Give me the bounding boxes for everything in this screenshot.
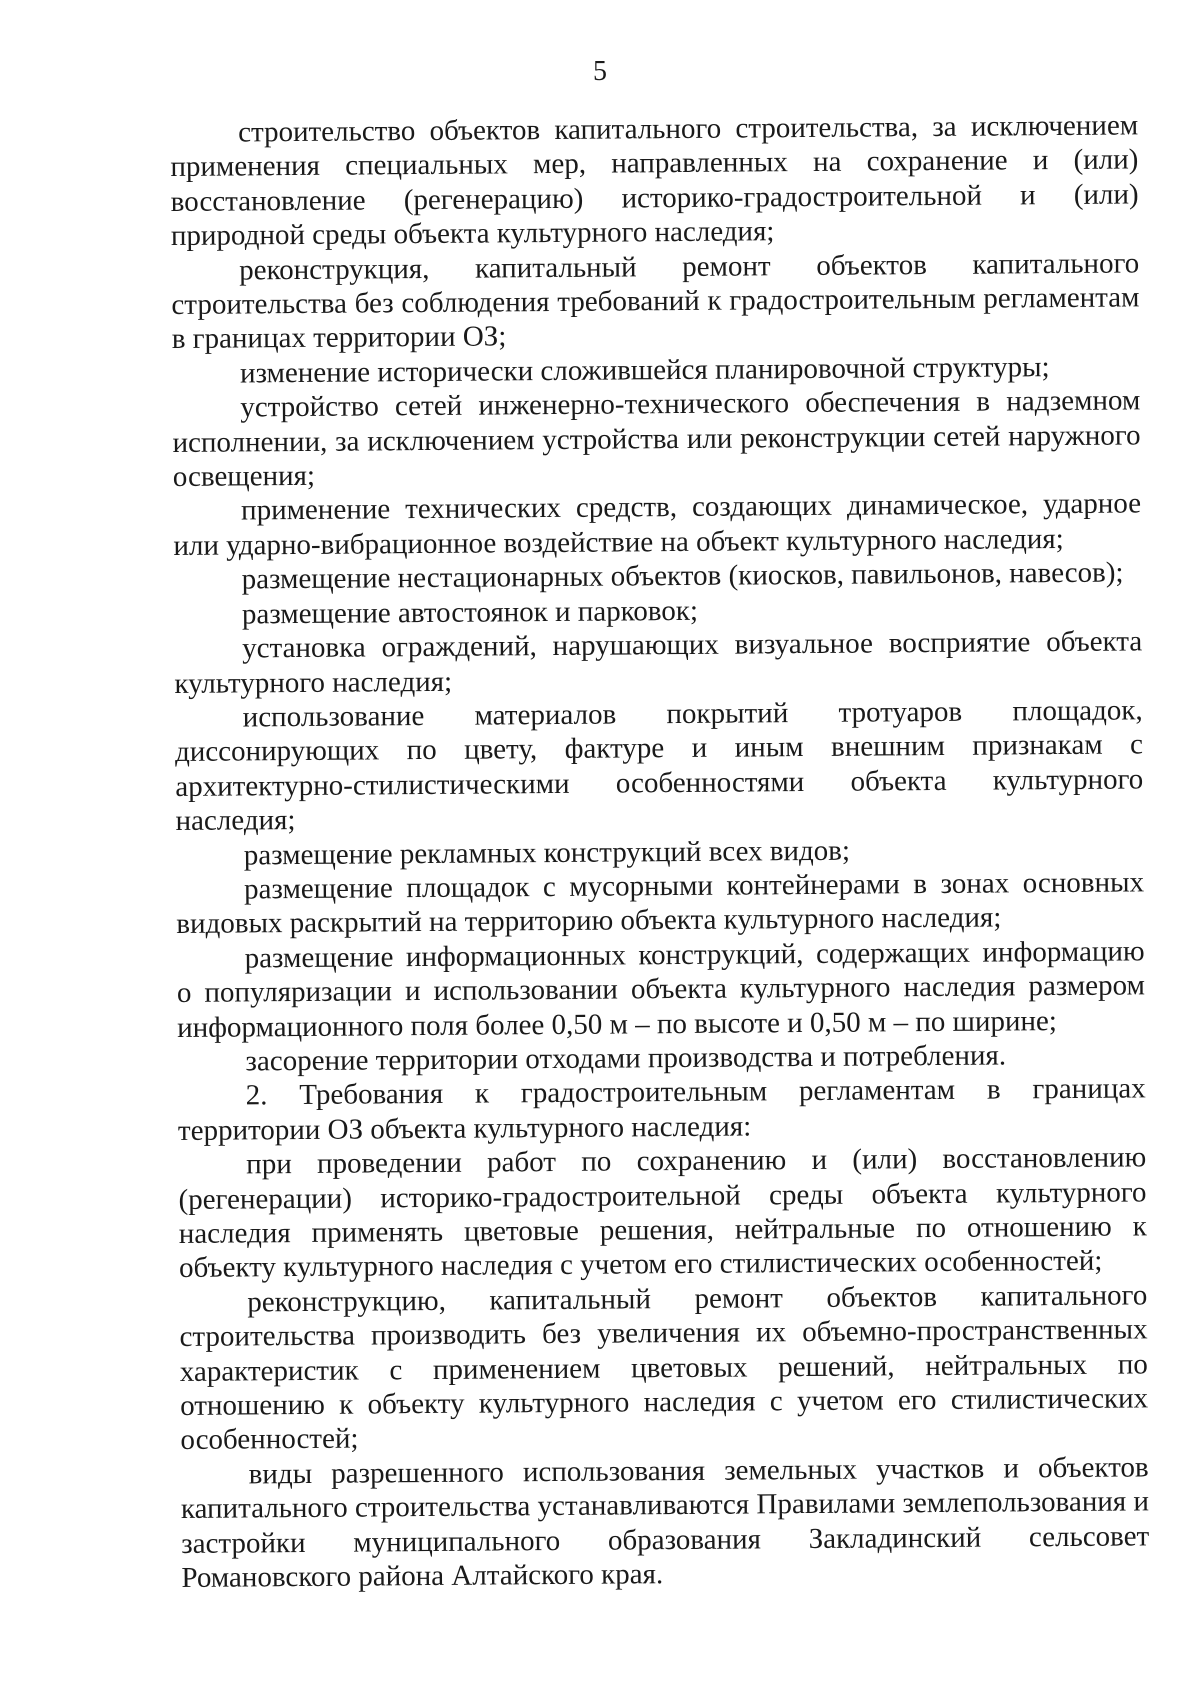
paragraph: виды разрешенного использования земельных участков и объектов капитального строительства устанавливаются Правилами землепользования и застройки муниципального образования Закладинский сельсовет Романовского района Алтайского края. bbox=[180, 1451, 1150, 1595]
page-number: 5 bbox=[593, 56, 607, 87]
section-heading-paragraph: 2. Требования к градостроительным регламентам в границах территории ОЗ объекта культурного наследия: bbox=[177, 1072, 1146, 1147]
paragraph: использование материалов покрытий тротуаров площадок, диссонирующих по цвету, фактуре и иным внешним признакам с архитектурно-стилистическими особенностями объекта культурного наследия; bbox=[174, 694, 1144, 838]
paragraph: строительство объектов капитального строительства, за исключением применения специальных мер, направленных на сохранение и (или) восстановление (регенерацию) историко-градостроительной и (или) природной среды объекта культурного наследия; bbox=[170, 109, 1139, 253]
paragraph: изменение исторически сложившейся планировочной структуры; bbox=[239, 350, 1050, 390]
paragraph: размещение нестационарных объектов (киосков, павильонов, навесов); bbox=[241, 556, 1124, 596]
paragraph: установка ограждений, нарушающих визуальное восприятие объекта культурного наследия; bbox=[174, 625, 1143, 700]
paragraph: размещение автостоянок и парковок; bbox=[241, 594, 699, 631]
paragraph: размещение площадок с мусорными контейнерами в зонах основных видовых раскрытий на территорию объекта культурного наследия; bbox=[176, 866, 1145, 941]
paragraph: засорение территории отходами производства и потребления. bbox=[245, 1039, 1007, 1078]
paragraph: при проведении работ по сохранению и (или) восстановлению (регенерации) историко-градостроительной среды объекта культурного наследия применять цветовые решения, нейтральные по отношению к объекту культурного наследия с учетом его стилистических особенностей; bbox=[178, 1141, 1147, 1285]
paragraph: размещение информационных конструкций, содержащих информацию о популяризации и использовании объекта культурного наследия размером информационного поля более 0,50 м – по высоте и 0,50 м – по ширине; bbox=[176, 935, 1145, 1044]
paragraph: реконструкцию, капитальный ремонт объектов капитального строительства производить без увеличения их объемно-пространственных характеристик с применением цветовых решений, нейтральных по отношению к объекту культурного наследия с учетом его стилистических особенностей; bbox=[179, 1279, 1149, 1457]
paragraph: размещение рекламных конструкций всех видов; bbox=[243, 834, 851, 871]
paragraph: применение технических средств, создающих динамическое, ударное или ударно-вибрационное воздействие на объект культурного наследия; bbox=[173, 487, 1142, 562]
paragraph: реконструкция, капитальный ремонт объектов капитального строительства без соблюдения требований к градостроительным регламентам в границах территории ОЗ; bbox=[171, 247, 1140, 356]
paragraph: устройство сетей инженерно-технического обеспечения в надземном исполнении, за исключением устройства или реконструкции сетей наружного освещения; bbox=[172, 384, 1141, 494]
document-body bbox=[170, 108, 1150, 1595]
